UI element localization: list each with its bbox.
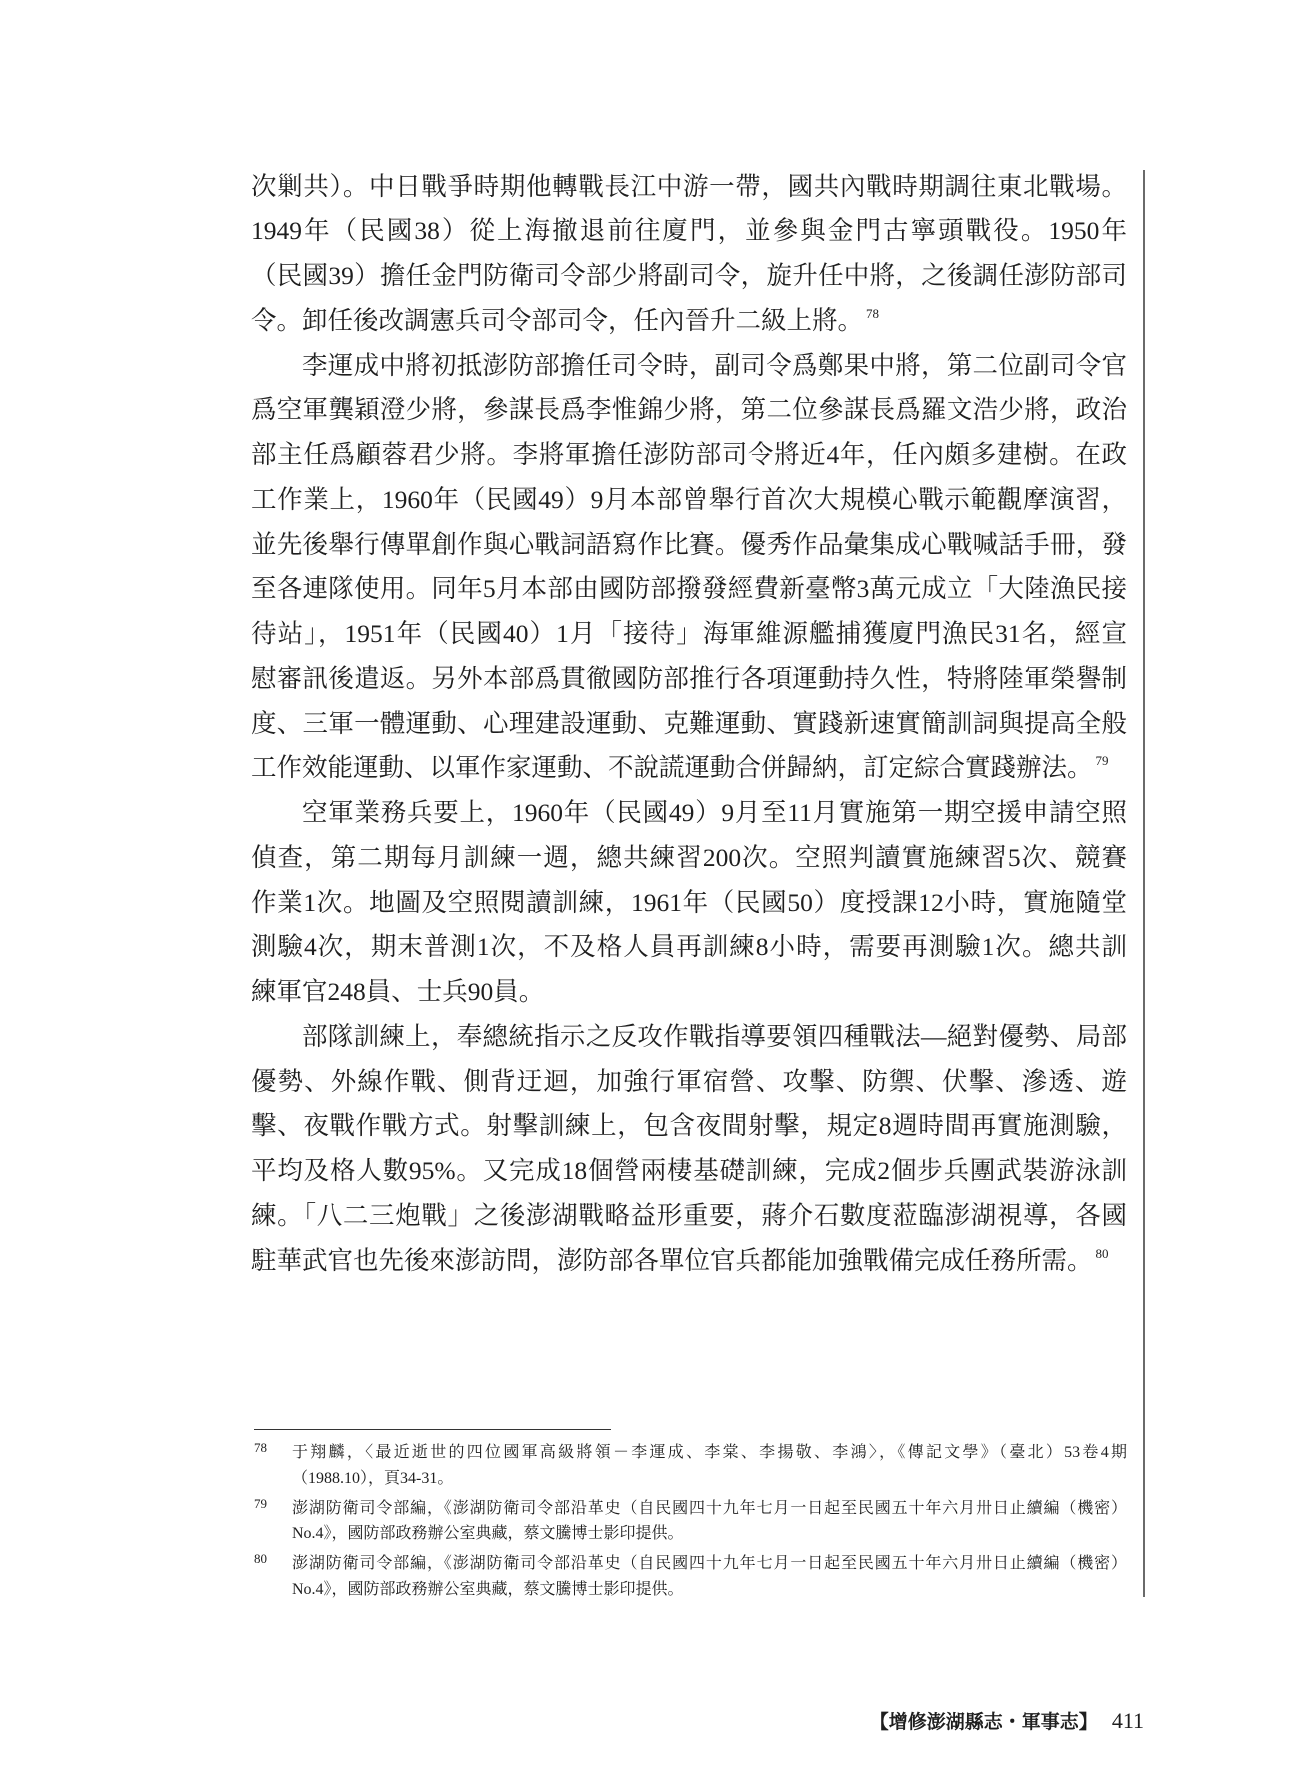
body-line: 空軍業務兵要上，1960年（民國49）9月至11月實施第一期空援申請空照 [302, 798, 1127, 828]
footnote-separator [254, 1429, 611, 1430]
paragraph [251, 165, 1127, 344]
paragraph [251, 1015, 1127, 1284]
body-line-text: 駐華武官也先後來澎訪問，澎防部各單位官兵都能加強戰備完成任務所需。 [251, 1245, 1093, 1275]
footnote-ref: 78 [866, 305, 880, 321]
page-number: 411 [1111, 1708, 1144, 1733]
footnote [254, 1551, 1127, 1602]
body-line: 測驗4次，期末普測1次，不及格人員再訓練8小時，需要再測驗1次。總共訓 [251, 932, 1127, 962]
body-line: 並先後舉行傳單創作與心戰詞語寫作比賽。優秀作品彙集成心戰喊話手冊，發 [251, 529, 1127, 559]
footnote-line: 于翔麟，〈最近逝世的四位國軍高級將領－李運成、李棠、李揚敬、李鴻〉，《傳記文學》（臺北）53卷4期 [292, 1444, 1127, 1461]
body-line: 工作業上，1960年（民國49）9月本部曾舉行首次大規模心戰示範觀摩演習， [251, 484, 1127, 514]
body-line: 次剿共）。中日戰爭時期他轉戰長江中游一帶，國共內戰時期調往東北戰場。 [251, 171, 1127, 201]
body-line: 練。「八二三炮戰」之後澎湖戰略益形重要，蔣介石數度蒞臨澎湖視導，各國 [251, 1200, 1127, 1230]
body-line: 度、三軍一體運動、心理建設運動、克難運動、實踐新速實簡訓詞與提高全般 [251, 708, 1127, 738]
body-line: 爲空軍龔穎澄少將，參謀長爲李惟錦少將，第二位參謀長爲羅文浩少將，政治 [251, 395, 1127, 425]
footnote-number: 79 [254, 1495, 267, 1511]
footnote [254, 1440, 1127, 1491]
column-rule [1143, 170, 1145, 1597]
body-line: 待站」，1951年（民國40）1月「接待」海軍維源艦捕獲廈門漁民31名，經宣 [251, 619, 1127, 649]
body-line: 部主任爲顧蓉君少將。李將軍擔任澎防部司令將近4年，任內頗多建樹。在政 [251, 440, 1127, 470]
body-text [251, 165, 1127, 1284]
body-line: 優勢、外線作戰、側背迂迴，加強行軍宿營、攻擊、防禦、伏擊、滲透、遊 [251, 1066, 1127, 1096]
body-line: （民國39）擔任金門防衛司令部少將副司令，旋升任中將，之後調任澎防部司 [251, 261, 1127, 291]
body-line: 擊、夜戰作戰方式。射擊訓練上，包含夜間射擊，規定8週時間再實施測驗， [251, 1111, 1127, 1141]
body-line-text: 工作效能運動、以軍作家運動、不說謊運動合併歸納，訂定綜合實踐辦法。 [251, 753, 1093, 783]
body-line: 偵查，第二期每月訓練一週，總共練習200次。空照判讀實施練習5次、競賽 [251, 842, 1127, 872]
body-line: 1949年（民國38）從上海撤退前往廈門，並參與金門古寧頭戰役。1950年 [251, 216, 1127, 246]
body-line: 平均及格人數95%。又完成18個營兩棲基礎訓練，完成2個步兵團武裝游泳訓 [251, 1156, 1127, 1186]
running-footer-title: 【增修澎湖縣志・軍事志】 [869, 1712, 1098, 1733]
body-line [251, 1239, 1127, 1284]
footnote-ref: 79 [1095, 753, 1109, 769]
body-line: 李運成中將初抵澎防部擔任司令時，副司令爲鄭果中將，第二位副司令官 [302, 350, 1127, 380]
footnote-number: 80 [254, 1551, 267, 1566]
body-line: 部隊訓練上，奉總統指示之反攻作戰指導要領四種戰法—絕對優勢、局部 [302, 1021, 1127, 1051]
footnote-line: 澎湖防衛司令部編，《澎湖防衛司令部沿革史（自民國四十九年七月一日起至民國五十年六月卅日止續編（機密） [292, 1555, 1127, 1572]
body-line [251, 746, 1127, 791]
paragraph [251, 791, 1127, 1015]
body-line-text: 令。卸任後改調憲兵司令部司令，任內晉升二級上將。 [251, 305, 864, 335]
body-line: 作業1次。地圖及空照閱讀訓練，1961年（民國50）度授課12小時，實施隨堂 [251, 887, 1127, 917]
footnote-number: 78 [254, 1440, 267, 1455]
body-line: 慰審訊後遣返。另外本部爲貫徹國防部推行各項運動持久性，特將陸軍榮譽制 [251, 663, 1127, 693]
footnote-line: No.4》，國防部政務辦公室典藏，蔡文騰博士影印提供。 [292, 1525, 684, 1543]
footnote-line: No.4》，國防部政務辦公室典藏，蔡文騰博士影印提供。 [292, 1580, 684, 1598]
running-footer [870, 1707, 1144, 1735]
footnote-line: （1988.10），頁34-31。 [292, 1469, 454, 1487]
footnote-ref: 80 [1095, 1245, 1109, 1261]
footnote-line: 澎湖防衛司令部編，《澎湖防衛司令部沿革史（自民國四十九年七月一日起至民國五十年六月卅日止續編（機密） [292, 1499, 1127, 1517]
body-line: 練軍官248員、士兵90員。 [251, 977, 545, 1007]
body-line: 至各連隊使用。同年5月本部由國防部撥發經費新臺幣3萬元成立「大陸漁民接 [251, 574, 1127, 604]
footnote [254, 1496, 1127, 1547]
body-line [251, 299, 1127, 344]
paragraph [251, 344, 1127, 792]
